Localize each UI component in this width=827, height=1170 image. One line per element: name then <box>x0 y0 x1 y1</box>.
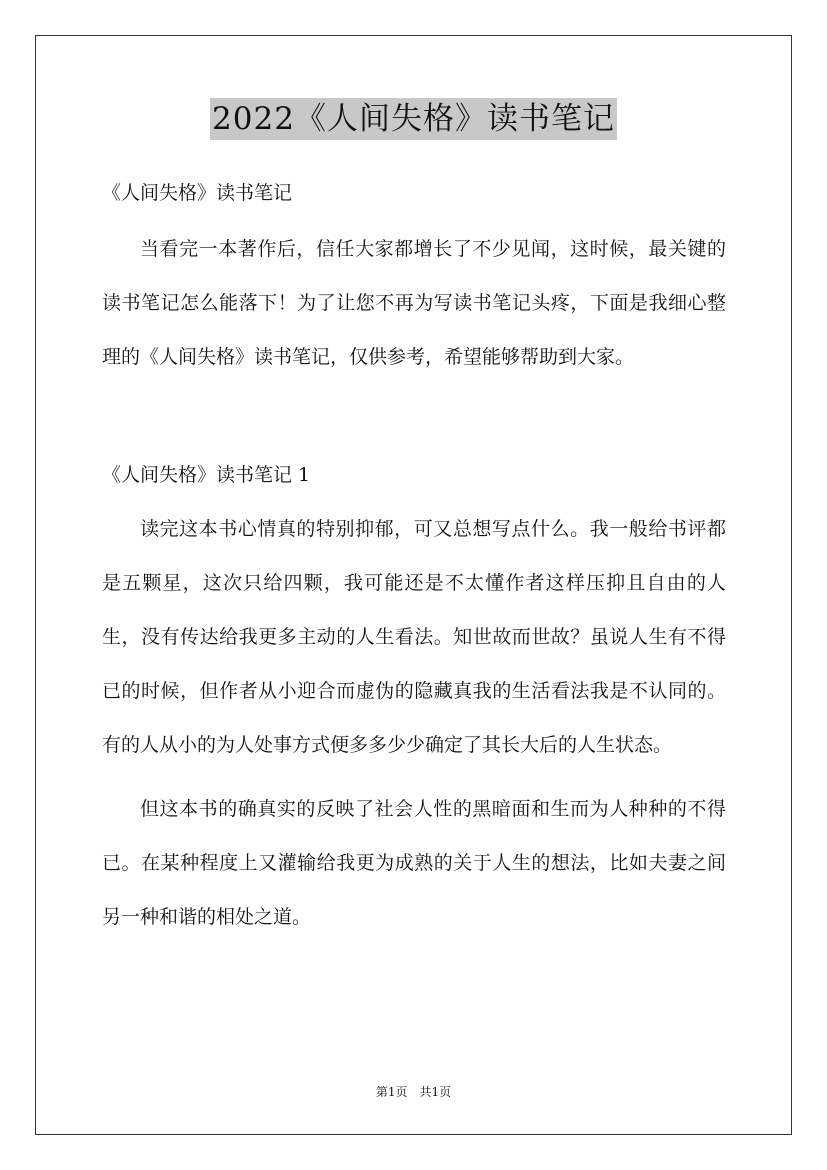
body-paragraph: 读完这本书心情真的特别抑郁，可又总想写点什么。我一般给书评都是五颗星，这次只给四颗，我可能还是不太懂作者这样压抑且自由的人生，没有传达给我更多主动的人生看法。知世故而世故？虽说人生有不得已的时候，但作者从小迎合而虚伪的隐藏真我的生活看法我是不认同的。有的人从小的为人处事方式便多多少少确定了其长大后的人生状态。 <box>102 518 726 756</box>
page-number-total: 共1页 <box>419 1085 452 1099</box>
body-paragraph: 但这本书的确真实的反映了社会人性的黑暗面和生而为人种种的不得已。在某种程度上又灌输给我更为成熟的关于人生的想法，比如夫妻之间另一种和谐的相处之道。 <box>102 798 726 928</box>
section-heading: 《人间失格》读书笔记 1 <box>102 464 311 486</box>
title-container <box>0 98 827 140</box>
document-body <box>102 174 726 944</box>
document-title: 2022《人间失格》读书笔记 <box>210 98 617 140</box>
page-footer <box>0 1083 827 1101</box>
intro-paragraph: 当看完一本著作后，信任大家都增长了不少见闻，这时候，最关键的读书笔记怎么能落下！为了让您不再为写读书笔记头疼，下面是我细心整理的《人间失格》读书笔记，仅供参考，希望能够帮助到大家。 <box>102 238 726 368</box>
page-number-current: 第1页 <box>375 1085 408 1099</box>
intro-heading: 《人间失格》读书笔记 <box>102 182 293 204</box>
